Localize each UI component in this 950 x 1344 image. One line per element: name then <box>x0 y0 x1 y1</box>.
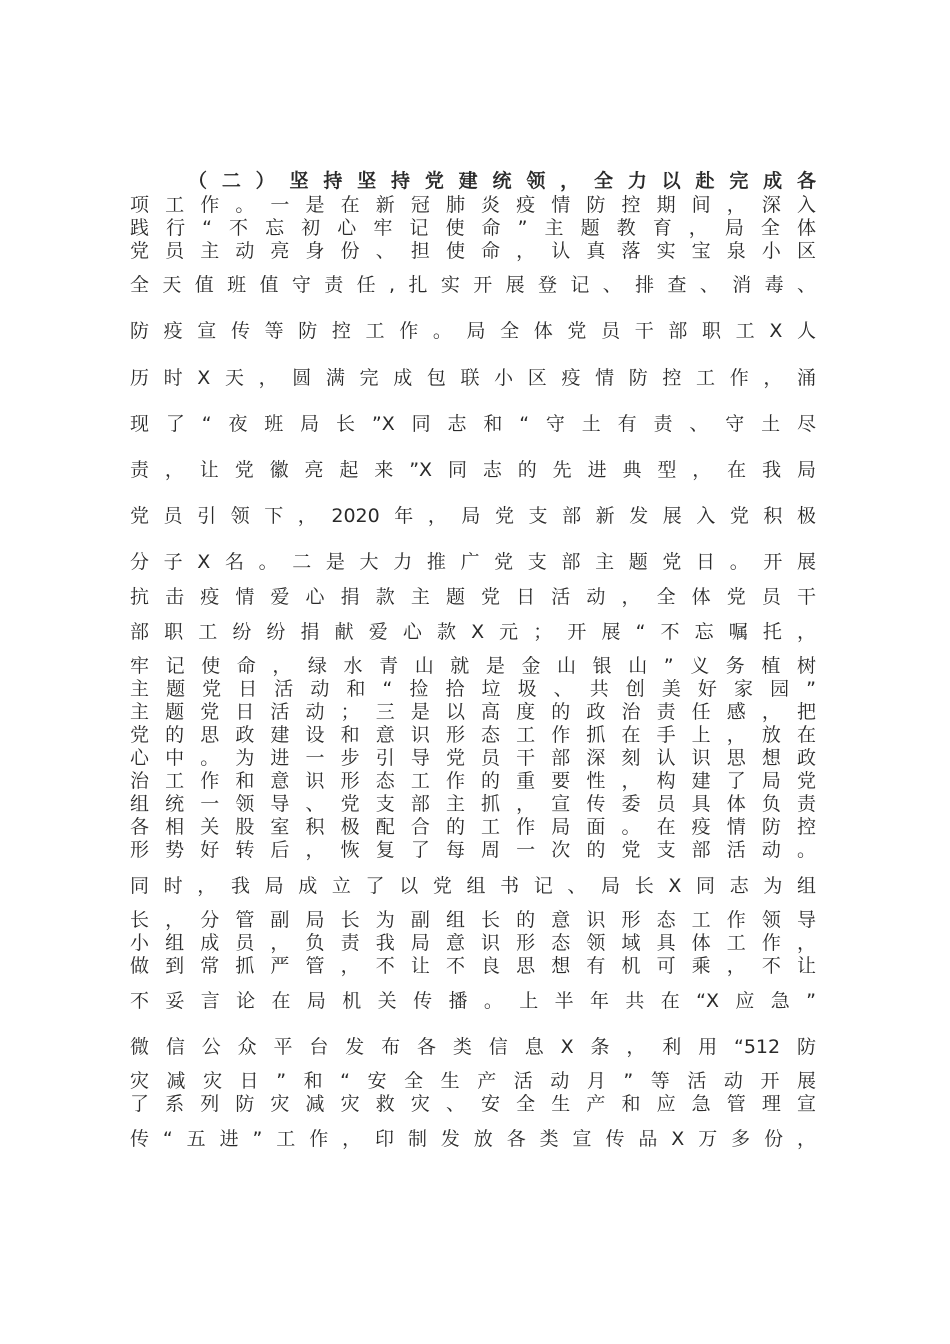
text-line: 治工作和意识形态工作的重要性，构建了局党 <box>130 770 816 792</box>
text-line: 小组成员，负责我局意识形态领域具体工作， <box>130 932 816 954</box>
text-line: 长，分管副局长为副组长的意识形态工作领导 <box>130 909 816 931</box>
text-line: 不妥言论在局机关传播。上半年共在“X应急” <box>130 990 816 1012</box>
text-line: 微信公众平台发布各类信息X条，利用“512防 <box>130 1036 816 1058</box>
text-line: 历时X天，圆满完成包联小区疫情防控工作，涌 <box>130 367 816 389</box>
text-line: 同时，我局成立了以党组书记、局长X同志为组 <box>130 875 816 897</box>
text-line: 现了“夜班局长”X同志和“守土有责、守土尽 <box>130 413 816 435</box>
text-line: 各相关股室积极配合的工作局面。在疫情防控 <box>130 816 816 838</box>
text-line: 防疫宣传等防控工作。局全体党员干部职工X人 <box>130 320 816 342</box>
text-line: 心中。为进一步引导党员干部深刻认识思想政 <box>130 747 816 769</box>
text-line: 抗击疫情爱心捐款主题党日活动，全体党员干 <box>130 586 816 608</box>
text-line: 组统一领导、党支部主抓，宣传委员具体负责 <box>130 793 816 815</box>
text-line: 牢记使命，绿水青山就是金山银山”义务植树 <box>130 655 816 677</box>
text-line: 主题党日活动和“捡拾垃圾、共创美好家园” <box>130 678 816 700</box>
text-line: 形势好转后，恢复了每周一次的党支部活动。 <box>130 839 816 861</box>
text-line: 分子X名。二是大力推广党支部主题党日。开展 <box>130 551 816 573</box>
text-line: （二）坚持坚持党建统领，全力以赴完成各 <box>188 170 816 192</box>
text-line: 灾减灾日”和“安全生产活动月”等活动开展 <box>130 1070 816 1092</box>
text-line: 党员引领下，2020年，局党支部新发展入党积极 <box>130 505 816 527</box>
text-line: 践行“不忘初心牢记使命”主题教育，局全体 <box>130 217 816 239</box>
text-line: 全天值班值守责任,扎实开展登记、排查、消毒、 <box>130 274 816 296</box>
text-line: 主题党日活动；三是以高度的政治责任感，把 <box>130 701 816 723</box>
text-line: 部职工纷纷捐献爱心款X元；开展“不忘嘱托， <box>130 621 816 643</box>
text-line: 传“五进”工作，印制发放各类宣传品X万多份， <box>130 1128 816 1150</box>
text-line: 党员主动亮身份、担使命，认真落实宝泉小区 <box>130 240 816 262</box>
text-line: 党的思政建设和意识形态工作抓在手上，放在 <box>130 724 816 746</box>
text-line: 了系列防灾减灾救灾、安全生产和应急管理宣 <box>130 1093 816 1115</box>
text-line: 责，让党徽亮起来”X同志的先进典型，在我局 <box>130 459 816 481</box>
text-line: 项工作。一是在新冠肺炎疫情防控期间，深入 <box>130 194 816 216</box>
text-line: 做到常抓严管，不让不良思想有机可乘，不让 <box>130 955 816 977</box>
